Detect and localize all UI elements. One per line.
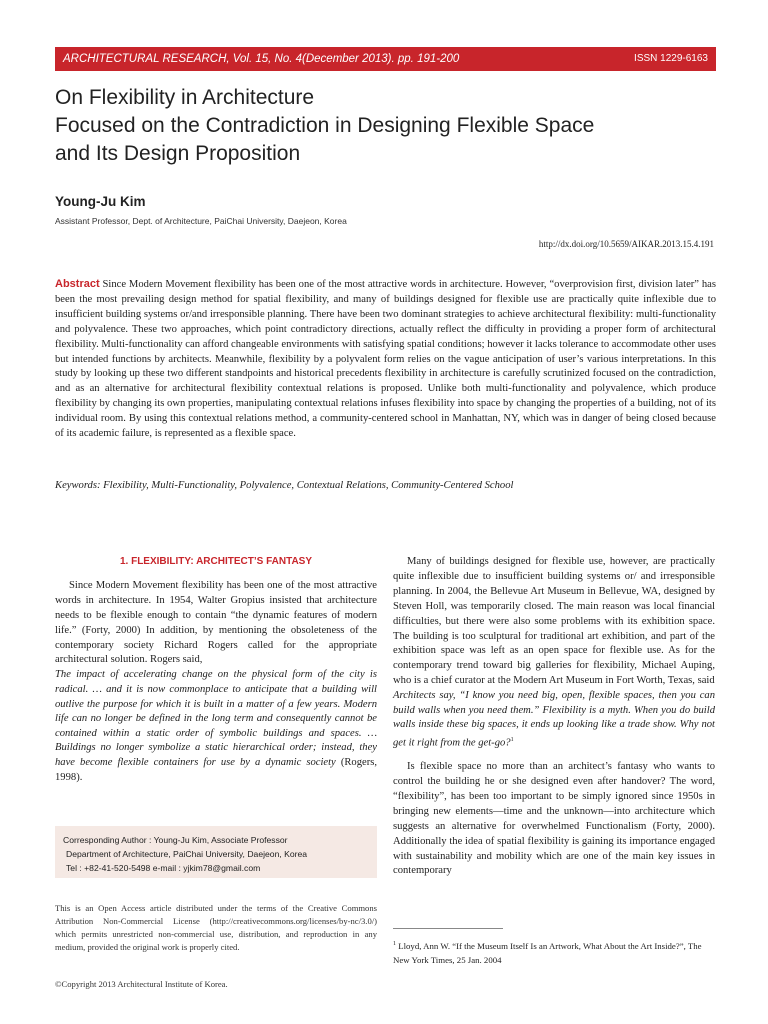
journal-banner: [55, 47, 716, 71]
abstract-text: Since Modern Movement flexibility has been one of the most attractive words in architecture. However, “overprovision first, division later” has been the most prevailing design method for spatial flexibility, and many of buildings designed for flexible use are practically quite inflexible due to insufficient building systems or/and irresponsible planning. There have been two dominant strategies to achieve architectural flexibility: multi-functionality and polyvalence. These two approaches, which point contradictory directions, actually reflect the difficulty in providing a proper form of architectural flexibility. Multi-functionality can afford changeable environments with satisfying spatial conditions; however it lacks tolerance to accommodate other uses but intended functions by architects. Meanwhile, flexibility by a polyvalent form relies on the vague anticipation of user’s various interpretations. In this study by looking up these two different standpoints and historical precedents flexibility in architecture is carefully scrutinized focused on the contradiction, and as an alternative for architectural flexibility contextual relations is proposed. Unlike both multi-functionality and polyvalence, which produce flexibility by changing its own properties, manipulating contextual relations infuses flexibility into space by changing the properties of a building, not of its individual room. By using this contextual relations method, a community-centered school in Manhattan, NY, which was in danger of being closed because of its academic failure, is represented as a flexible space.: [55, 279, 716, 440]
footnote-number: 1: [393, 941, 396, 947]
block-quote: [55, 668, 377, 785]
corresponding-author-box: [55, 826, 377, 878]
footnote-divider: [393, 928, 503, 929]
corr-line: Tel : +82-41-520-5498 e-mail : yjkim78@gmail.com: [66, 863, 261, 873]
body-paragraph: Many of buildings designed for flexible use, however, are practically quite inflexible due to insufficient building systems or/ and irresponsible planning. In 2004, the Bellevue Art Museum in Bellevue, WA, designed by Steven Holl, was temporarily closed. The main reason was local financial difficulties, but there were also some problems with its exhibition space. The building is too sculptural for traditional art exhibition, and part of the exhibition space was left as an open space for flexible use. As for the contemporary trend toward big galleries for flexibility, Michael Auping, who is a chief curator at the Modern Art Museum in Fort Worth, Texas, said: [393, 556, 715, 687]
left-column: [55, 555, 377, 785]
right-column: [393, 555, 715, 879]
footnote-marker[interactable]: 1: [510, 736, 514, 743]
block-quote: [393, 689, 715, 751]
paper-title: [55, 84, 715, 168]
abstract-label: Abstract: [55, 278, 100, 290]
quote-text: The impact of accelerating change on the physical form of the city is radical. … and it is now commonplace to anticipate that a building will outlive the purpose for which it is built in a matter of a few years. Modern life can no longer be defined in the long term and consequently cannot be contained within a static order of symbolic buildings and spaces. … Buildings no longer symbolize a static hierarchical order; instead, they have become flexible containers for use by a dynamic society: [55, 669, 377, 768]
abstract: [55, 277, 716, 442]
title-line-3: and Its Design Proposition: [55, 142, 301, 165]
title-line-2: Focused on the Contradiction in Designing Flexible Space: [55, 114, 595, 137]
doi-link[interactable]: http://dx.doi.org/10.5659/AIKAR.2013.15.4.191: [538, 239, 714, 249]
license-notice: This is an Open Access article distributed under the terms of the Creative Commons Attribution Non-Commercial License (http://creativecommons.org/licenses/by-nc/3.0/) which permits unrestricted non-commercial use, distribution, and reproduction in any medium, provided the original work is properly cited.: [55, 903, 377, 952]
corr-line: Department of Architecture, PaiChai University, Daejeon, Korea: [66, 849, 308, 859]
issn: ISSN 1229-6163: [634, 53, 708, 64]
section-heading: 1. FLEXIBILITY: ARCHITECT’S FANTASY: [119, 556, 313, 567]
copyright: ©Copyright 2013 Architectural Institute of Korea.: [55, 979, 228, 989]
quote-citation: (Rogers, 1998).: [55, 756, 378, 783]
body-paragraph: Is flexible space no more than an architect’s fantasy who wants to control the building he or she designed even after handover? The word, “flexibility”, has been too important to be simply ignored since 1950s in bringing new elements—time and the unknown—into architecture which suggests an alternative for overwhelmed Functionalism (Forty, 2000). Additionally the idea of spatial flexibility is gaining its importance engaged with sustainability and mobility which are one of the main key issues in contemporary: [393, 761, 715, 877]
title-line-1: On Flexibility in Architecture: [55, 86, 315, 109]
author-name: Young-Ju Kim: [55, 194, 146, 209]
corr-line: Corresponding Author : Young-Ju Kim, Associate Professor: [63, 835, 288, 845]
keywords: Keywords: Flexibility, Multi-Functionality, Polyvalence, Contextual Relations, Community-Centered School: [55, 480, 514, 491]
quote-text: Architects say, “I know you need big, open, flexible spaces, then you can build walls when you need them.” Flexibility is a myth. When you do build walls inside these big spaces, it ends up looking like a trade show. Why not get it right from the get-go?: [393, 690, 715, 749]
footnote-text: Lloyd, Ann W. “If the Museum Itself Is an Artwork, What About the Art Inside?”, The New York Times, 25 Jan. 2004: [393, 940, 702, 966]
body-paragraph: Since Modern Movement flexibility has been one of the most attractive words in architecture. In 1954, Walter Gropius insisted that architecture needs to be flexible enough to contain “the dynamic features of modern life.” (Forty, 2000) In addition, by mentioning the obsoleteness of the contemporary society Richard Rogers called for the appropriate architectural solution. Rogers said,: [55, 579, 377, 666]
journal-citation: ARCHITECTURAL RESEARCH, Vol. 15, No. 4(December 2013). pp. 191-200: [63, 53, 460, 65]
author-affiliation: Assistant Professor, Dept. of Architecture, PaiChai University, Daejeon, Korea: [55, 216, 347, 226]
footnote: [393, 937, 715, 968]
